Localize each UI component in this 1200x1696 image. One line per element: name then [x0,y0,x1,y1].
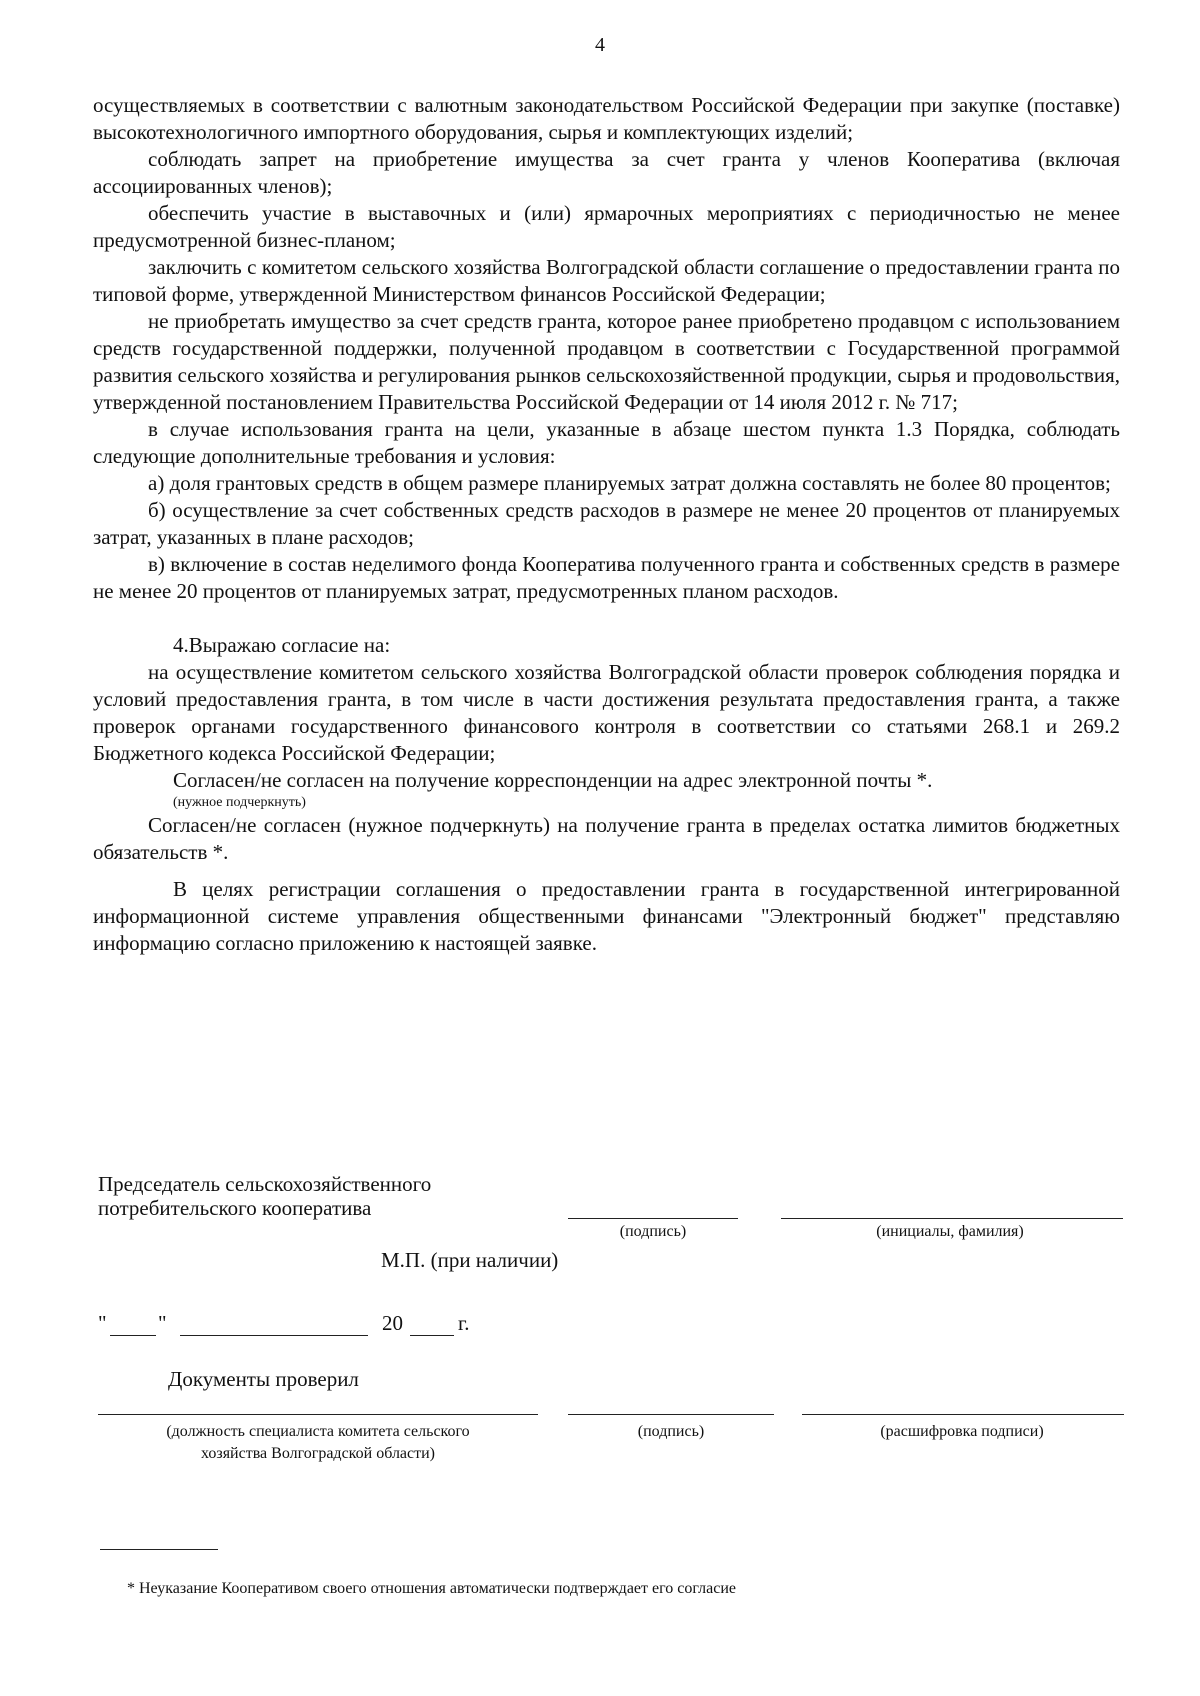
date-month-line [180,1335,368,1336]
paragraph: соблюдать запрет на приобретение имущества за счет гранта у членов Кооператива (включая ассоциированных членов); [93,147,1120,198]
date-year-suffix: г. [458,1311,470,1335]
footnote: * Неуказание Кооперативом своего отношения автоматически подтверждает его согласие [127,1580,736,1597]
paragraph: в случае использования гранта на цели, указанные в абзаце шестом пункта 1.3 Порядка, соблюдать следующие дополнительные требования и условия: [93,417,1120,468]
stamp-label: М.П. (при наличии) [381,1248,559,1272]
footnote-separator [100,1549,218,1550]
paragraph: в) включение в состав неделимого фонда Кооператива полученного гранта и собственных средств в размере не менее 20 процентов от планируемых затрат, предусмотренных планом расходов. [93,552,1120,603]
chairman-title-line2: потребительского кооператива [98,1196,372,1220]
paragraph: заключить с комитетом сельского хозяйства Волгоградской области соглашение о предоставлении гранта по типовой форме, утвержденной Министерством финансов Российской Федерации; [93,255,1120,306]
paragraph: б) осуществление за счет собственных средств расходов в размере не менее 20 процентов от планируемых затрат, указанных в плане расходов; [93,498,1120,549]
date-year-line [410,1335,454,1336]
date-quote-open: " [98,1311,107,1335]
document-body [93,92,1120,957]
caption-signature-2: (подпись) [637,1423,705,1440]
caption-signature: (подпись) [619,1223,687,1240]
paragraph: Согласен/не согласен на получение корреспонденции на адрес электронной почты *. [173,768,933,792]
chairman-title-line1: Председатель сельскохозяйственного [98,1172,432,1196]
paragraph: В целях регистрации соглашения о предоставлении гранта в государственной интегрированной информационной системе управления общественными финансами "Электронный бюджет" представляю информацию согласно приложению к настоящей заявке. [93,877,1120,955]
section-heading: 4.Выражаю согласие на: [173,633,391,657]
paragraph: не приобретать имущество за счет средств гранта, которое ранее приобретено продавцом с использованием средств государственной поддержки, полученной продавцом в соответствии с Государственной программой развития сельского хозяйства и регулирования рынков сельскохозяйственной продукции, сырья и продовольствия, утвержденной постановлением Правительства Российской Федерации от 14 июля 2012 г. № 717; [93,309,1120,414]
paragraph: на осуществление комитетом сельского хозяйства Волгоградской области проверок соблюдения порядка и условий предоставления гранта, в том числе в части достижения результата предоставления гранта, а также проверок органами государственного финансового контроля в соответствии со статьями 268.1 и 269.2 Бюджетного кодекса Российской Федерации; [93,660,1120,765]
paragraph: обеспечить участие в выставочных и (или) ярмарочных мероприятиях с периодичностью не менее предусмотренной бизнес-планом; [93,201,1120,252]
name-line [781,1218,1123,1219]
paragraph: Согласен/не согласен (нужное подчеркнуть) на получение гранта в пределах остатка лимитов бюджетных обязательств *. [93,813,1120,864]
date-year-prefix: 20 [382,1311,403,1335]
page-number: 4 [595,34,605,56]
caption-decoding: (расшифровка подписи) [880,1423,1044,1440]
caption-position-1: (должность специалиста комитета сельского [166,1423,470,1440]
date-day-line [110,1335,156,1336]
paragraph: осуществляемых в соответствии с валютным законодательством Российской Федерации при закупке (поставке) высокотехнологичного импортного оборудования, сырья и комплектующих изделий; [93,93,1120,144]
position-line [98,1414,538,1415]
note: (нужное подчеркнуть) [173,795,306,810]
checked-by-label: Документы проверил [168,1367,359,1391]
caption-position-2: хозяйства Волгоградской области) [200,1445,436,1462]
signature-line [568,1218,738,1219]
decoding-line [802,1414,1124,1415]
date-quote-close: " [158,1311,167,1335]
caption-name: (инициалы, фамилия) [876,1223,1024,1240]
paragraph: а) доля грантовых средств в общем размере планируемых затрат должна составлять не более 80 процентов; [148,471,1111,495]
signature-line-2 [568,1414,774,1415]
